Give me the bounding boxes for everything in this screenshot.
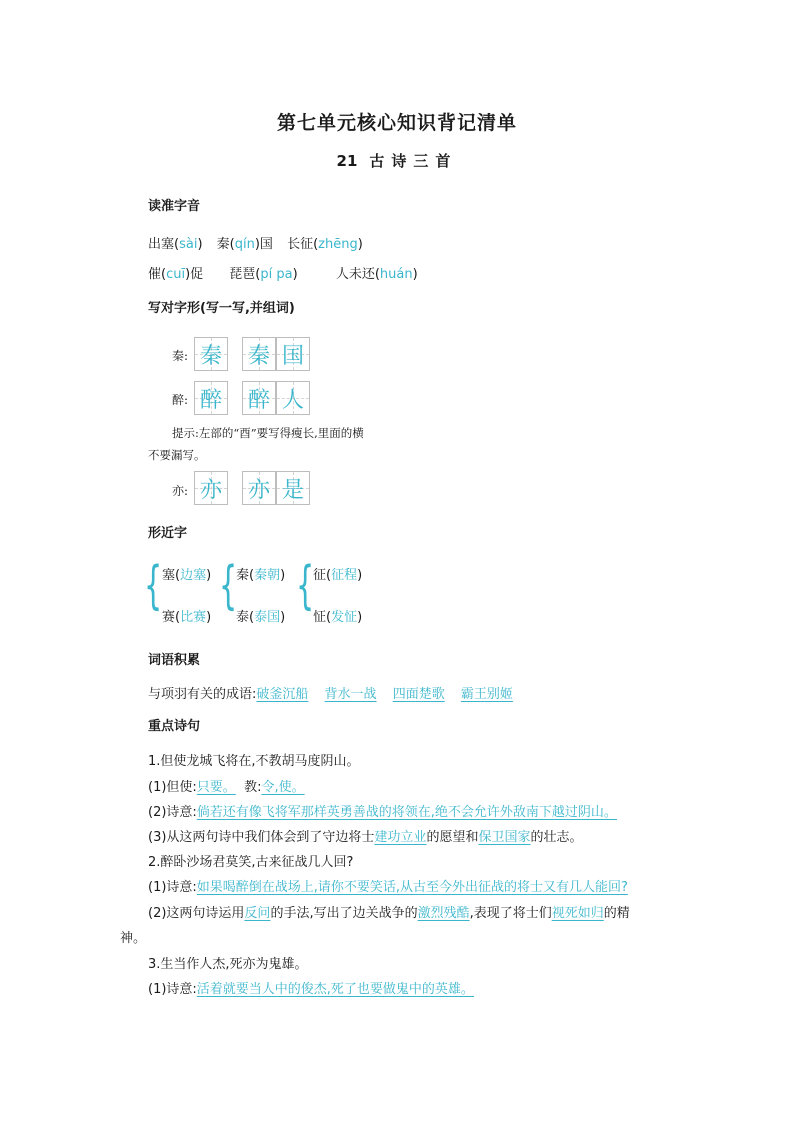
writing-grid-zui bbox=[194, 381, 310, 415]
writing-cell: 醉 bbox=[242, 381, 276, 415]
verse-2: 2.醉卧沙场君莫笑,古来征战几人回? bbox=[148, 855, 354, 870]
lesson-name: 古诗三首 bbox=[369, 152, 458, 170]
pinyin-item: 催(cuī)促 bbox=[148, 267, 204, 282]
verse-2-q1: (1)诗意:如果喝醉倒在战场上,请你不要笑话,从古至今外出征战的将士又有几人能回? bbox=[148, 880, 628, 895]
page-title: 第七单元核心知识背记清单 bbox=[276, 112, 517, 134]
writing-label: 亦: bbox=[172, 484, 189, 498]
writing-cell: 是 bbox=[276, 471, 310, 505]
writing-cell: 秦 bbox=[242, 337, 276, 371]
brace-icon: { bbox=[144, 556, 163, 616]
writing-label: 醉: bbox=[172, 393, 189, 407]
similar-bottom: 赛(比赛) bbox=[162, 610, 212, 625]
vocab-line: 与项羽有关的成语:破釜沉船 背水一战 四面楚歌 霸王别姬 bbox=[148, 687, 513, 702]
similar-top: 秦(秦朝) bbox=[236, 568, 286, 583]
verse-1-q3: (3)从这两句诗中我们体会到了守边将士建功立业的愿望和保卫国家的壮志。 bbox=[148, 830, 583, 845]
section-verses: 重点诗句 bbox=[148, 719, 201, 734]
verse-1-q1: (1)但使:只要。 教:令,使。 bbox=[148, 780, 305, 795]
writing-cell: 人 bbox=[276, 381, 310, 415]
pinyin-item: 秦(qín)国 bbox=[216, 237, 273, 252]
writing-hint-cont: 不要漏写。 bbox=[148, 448, 206, 462]
pinyin-row-2 bbox=[148, 263, 418, 282]
verse-2-q2-cont: 神。 bbox=[120, 931, 147, 946]
similar-top: 征(征程) bbox=[313, 568, 363, 583]
verse-3: 3.生当作人杰,死亦为鬼雄。 bbox=[148, 957, 308, 972]
verse-2-q2: (2)这两句诗运用反问的手法,写出了边关战争的激烈残酷,表现了将士们视死如归的精 bbox=[148, 906, 630, 921]
section-writing: 写对字形(写一写,并组词) bbox=[148, 301, 295, 316]
pinyin-row-1 bbox=[148, 233, 363, 252]
pinyin-item: 出塞(sài) bbox=[148, 237, 203, 252]
section-similar: 形近字 bbox=[148, 526, 188, 541]
verse-1-q2: (2)诗意:倘若还有像飞将军那样英勇善战的将领在,绝不会允许外敌南下越过阴山。 bbox=[148, 805, 617, 820]
lesson-heading bbox=[0, 150, 794, 171]
brace-icon: { bbox=[219, 556, 238, 616]
verse-3-q1: (1)诗意:活着就要当人中的俊杰,死了也要做鬼中的英雄。 bbox=[148, 982, 474, 997]
similar-bottom: 泰(泰国) bbox=[236, 610, 286, 625]
writing-grid-yi bbox=[194, 471, 310, 505]
section-vocab: 词语积累 bbox=[148, 653, 201, 668]
writing-cell: 秦 bbox=[194, 337, 228, 371]
pinyin-item: 人未还(huán) bbox=[335, 267, 418, 282]
writing-cell: 醉 bbox=[194, 381, 228, 415]
writing-hint: 提示:左部的“酉”要写得瘦长,里面的横 bbox=[172, 426, 364, 440]
writing-cell: 亦 bbox=[242, 471, 276, 505]
writing-cell: 国 bbox=[276, 337, 310, 371]
verse-1: 1.但使龙城飞将在,不教胡马度阴山。 bbox=[148, 754, 360, 769]
lesson-number: 21 bbox=[336, 152, 358, 170]
pinyin-item: 琵琶(pí pa) bbox=[229, 267, 298, 282]
writing-grid-qin bbox=[194, 337, 310, 371]
writing-cell: 亦 bbox=[194, 471, 228, 505]
writing-label: 秦: bbox=[172, 349, 189, 363]
section-pronunciation: 读准字音 bbox=[148, 199, 201, 214]
similar-bottom: 怔(发怔) bbox=[313, 610, 363, 625]
similar-top: 塞(边塞) bbox=[162, 568, 212, 583]
brace-icon: { bbox=[296, 556, 315, 616]
pinyin-item: 长征(zhēng) bbox=[287, 237, 363, 252]
